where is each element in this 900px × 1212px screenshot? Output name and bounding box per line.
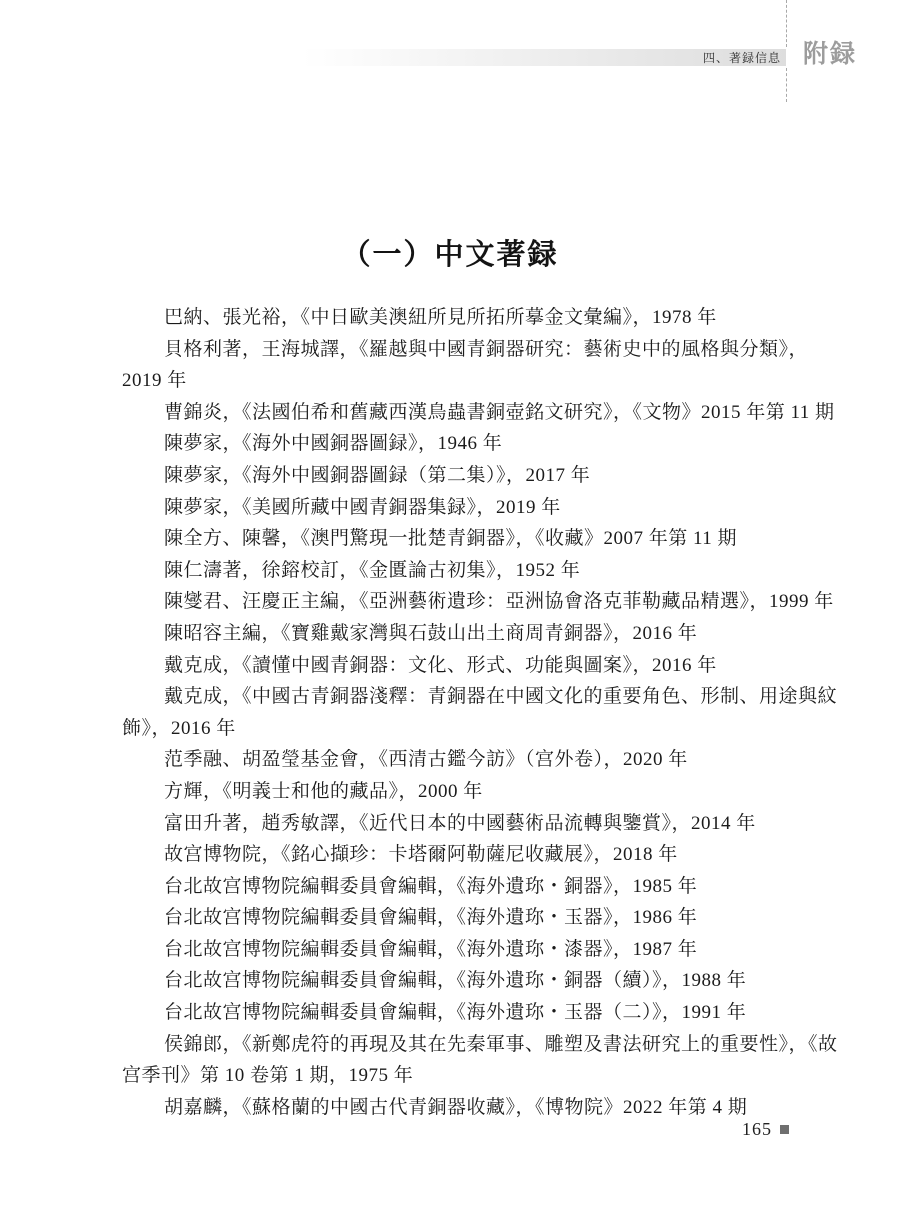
- bibliography-line: 台北故宫博物院編輯委員會編輯，《海外遺珎・銅器》，1985 年: [164, 875, 698, 897]
- bibliography-line: 故宫博物院，《銘心擷珍：卡塔爾阿勒薩尼收藏展》，2018 年: [164, 844, 678, 866]
- running-head-bar: [302, 49, 786, 66]
- bibliography-line: 陳夢家，《美國所藏中國青銅器集録》，2019 年: [164, 496, 561, 518]
- bibliography-line: 陳全方、陳馨，《澳門驚現一批楚青銅器》，《收藏》2007 年第 11 期: [164, 528, 738, 550]
- bibliography-line: 陳夢家，《海外中國銅器圖録》，1946 年: [164, 433, 503, 455]
- bibliography-line: 陳仁濤著，徐鎔校訂，《金匱論古初集》，1952 年: [164, 559, 581, 581]
- bibliography-line: 戴克成，《讀懂中國青銅器：文化、形式、功能與圖案》，2016 年: [164, 654, 717, 676]
- bibliography-line: 富田升著，趙秀敏譯，《近代日本的中國藝術品流轉與鑒賞》，2014 年: [164, 812, 756, 834]
- header-dotted-rule-top: [786, 0, 787, 47]
- bibliography-line: 貝格利著，王海城譯，《羅越與中國青銅器研究：藝術史中的風格與分類》，: [164, 338, 809, 360]
- bibliography-line: 陳夢家，《海外中國銅器圖録（第二集）》，2017 年: [164, 464, 591, 486]
- page-title: （一）中文著録: [341, 239, 559, 272]
- page-footer: [742, 1119, 789, 1140]
- bibliography-line: 宫季刊》第 10 卷第 1 期，1975 年: [122, 1065, 414, 1087]
- bibliography-line: 范季融、胡盈瑩基金會，《西清古鑑今訪》（宫外卷），2020 年: [164, 749, 688, 771]
- bibliography-list: [122, 302, 870, 1123]
- bibliography-line: 陳昭容主編，《寶雞戴家灣與石鼓山出土商周青銅器》，2016 年: [164, 622, 698, 644]
- page-number-square-icon: [780, 1125, 789, 1134]
- bibliography-line: 台北故宫博物院編輯委員會編輯，《海外遺珎・銅器（續）》，1988 年: [164, 970, 747, 992]
- page-number: 165: [742, 1119, 772, 1139]
- bibliography-line: 侯錦郎，《新鄭虎符的再現及其在先秦軍事、雕塑及書法研究上的重要性》，《故: [164, 1033, 838, 1055]
- bibliography-line: 台北故宫博物院編輯委員會編輯，《海外遺珎・玉器（二）》，1991 年: [164, 1002, 747, 1024]
- bibliography-line: 飾》，2016 年: [122, 717, 236, 739]
- bibliography-line: 胡嘉麟，《蘇格蘭的中國古代青銅器收藏》，《博物院》2022 年第 4 期: [164, 1096, 748, 1118]
- bibliography-line: 曹錦炎，《法國伯希和舊藏西漢鳥蟲書銅壺銘文研究》，《文物》2015 年第 11 期: [164, 401, 835, 423]
- bibliography-line: 巴納、張光裕，《中日歐美澳紐所見所拓所摹金文彙編》，1978 年: [164, 307, 717, 328]
- bibliography-line: 方輝，《明義士和他的藏品》，2000 年: [164, 780, 483, 802]
- bibliography-line: 戴克成，《中國古青銅器淺釋：青銅器在中國文化的重要角色、形制、用途與紋: [164, 686, 838, 708]
- header-dotted-rule-bottom: [786, 68, 787, 102]
- bibliography-line: 陳燮君、汪慶正主編，《亞洲藝術遺珍：亞洲協會洛克菲勒藏品精選》，1999 年: [164, 591, 834, 613]
- running-head-section-label: 四、著録信息: [702, 51, 781, 65]
- running-head-appendix-label: 附録: [803, 41, 858, 68]
- bibliography-line: 2019 年: [122, 370, 187, 392]
- bibliography-line: 台北故宫博物院編輯委員會編輯，《海外遺珎・漆器》，1987 年: [164, 938, 698, 960]
- bibliography-line: 台北故宫博物院編輯委員會編輯，《海外遺珎・玉器》，1986 年: [164, 907, 698, 929]
